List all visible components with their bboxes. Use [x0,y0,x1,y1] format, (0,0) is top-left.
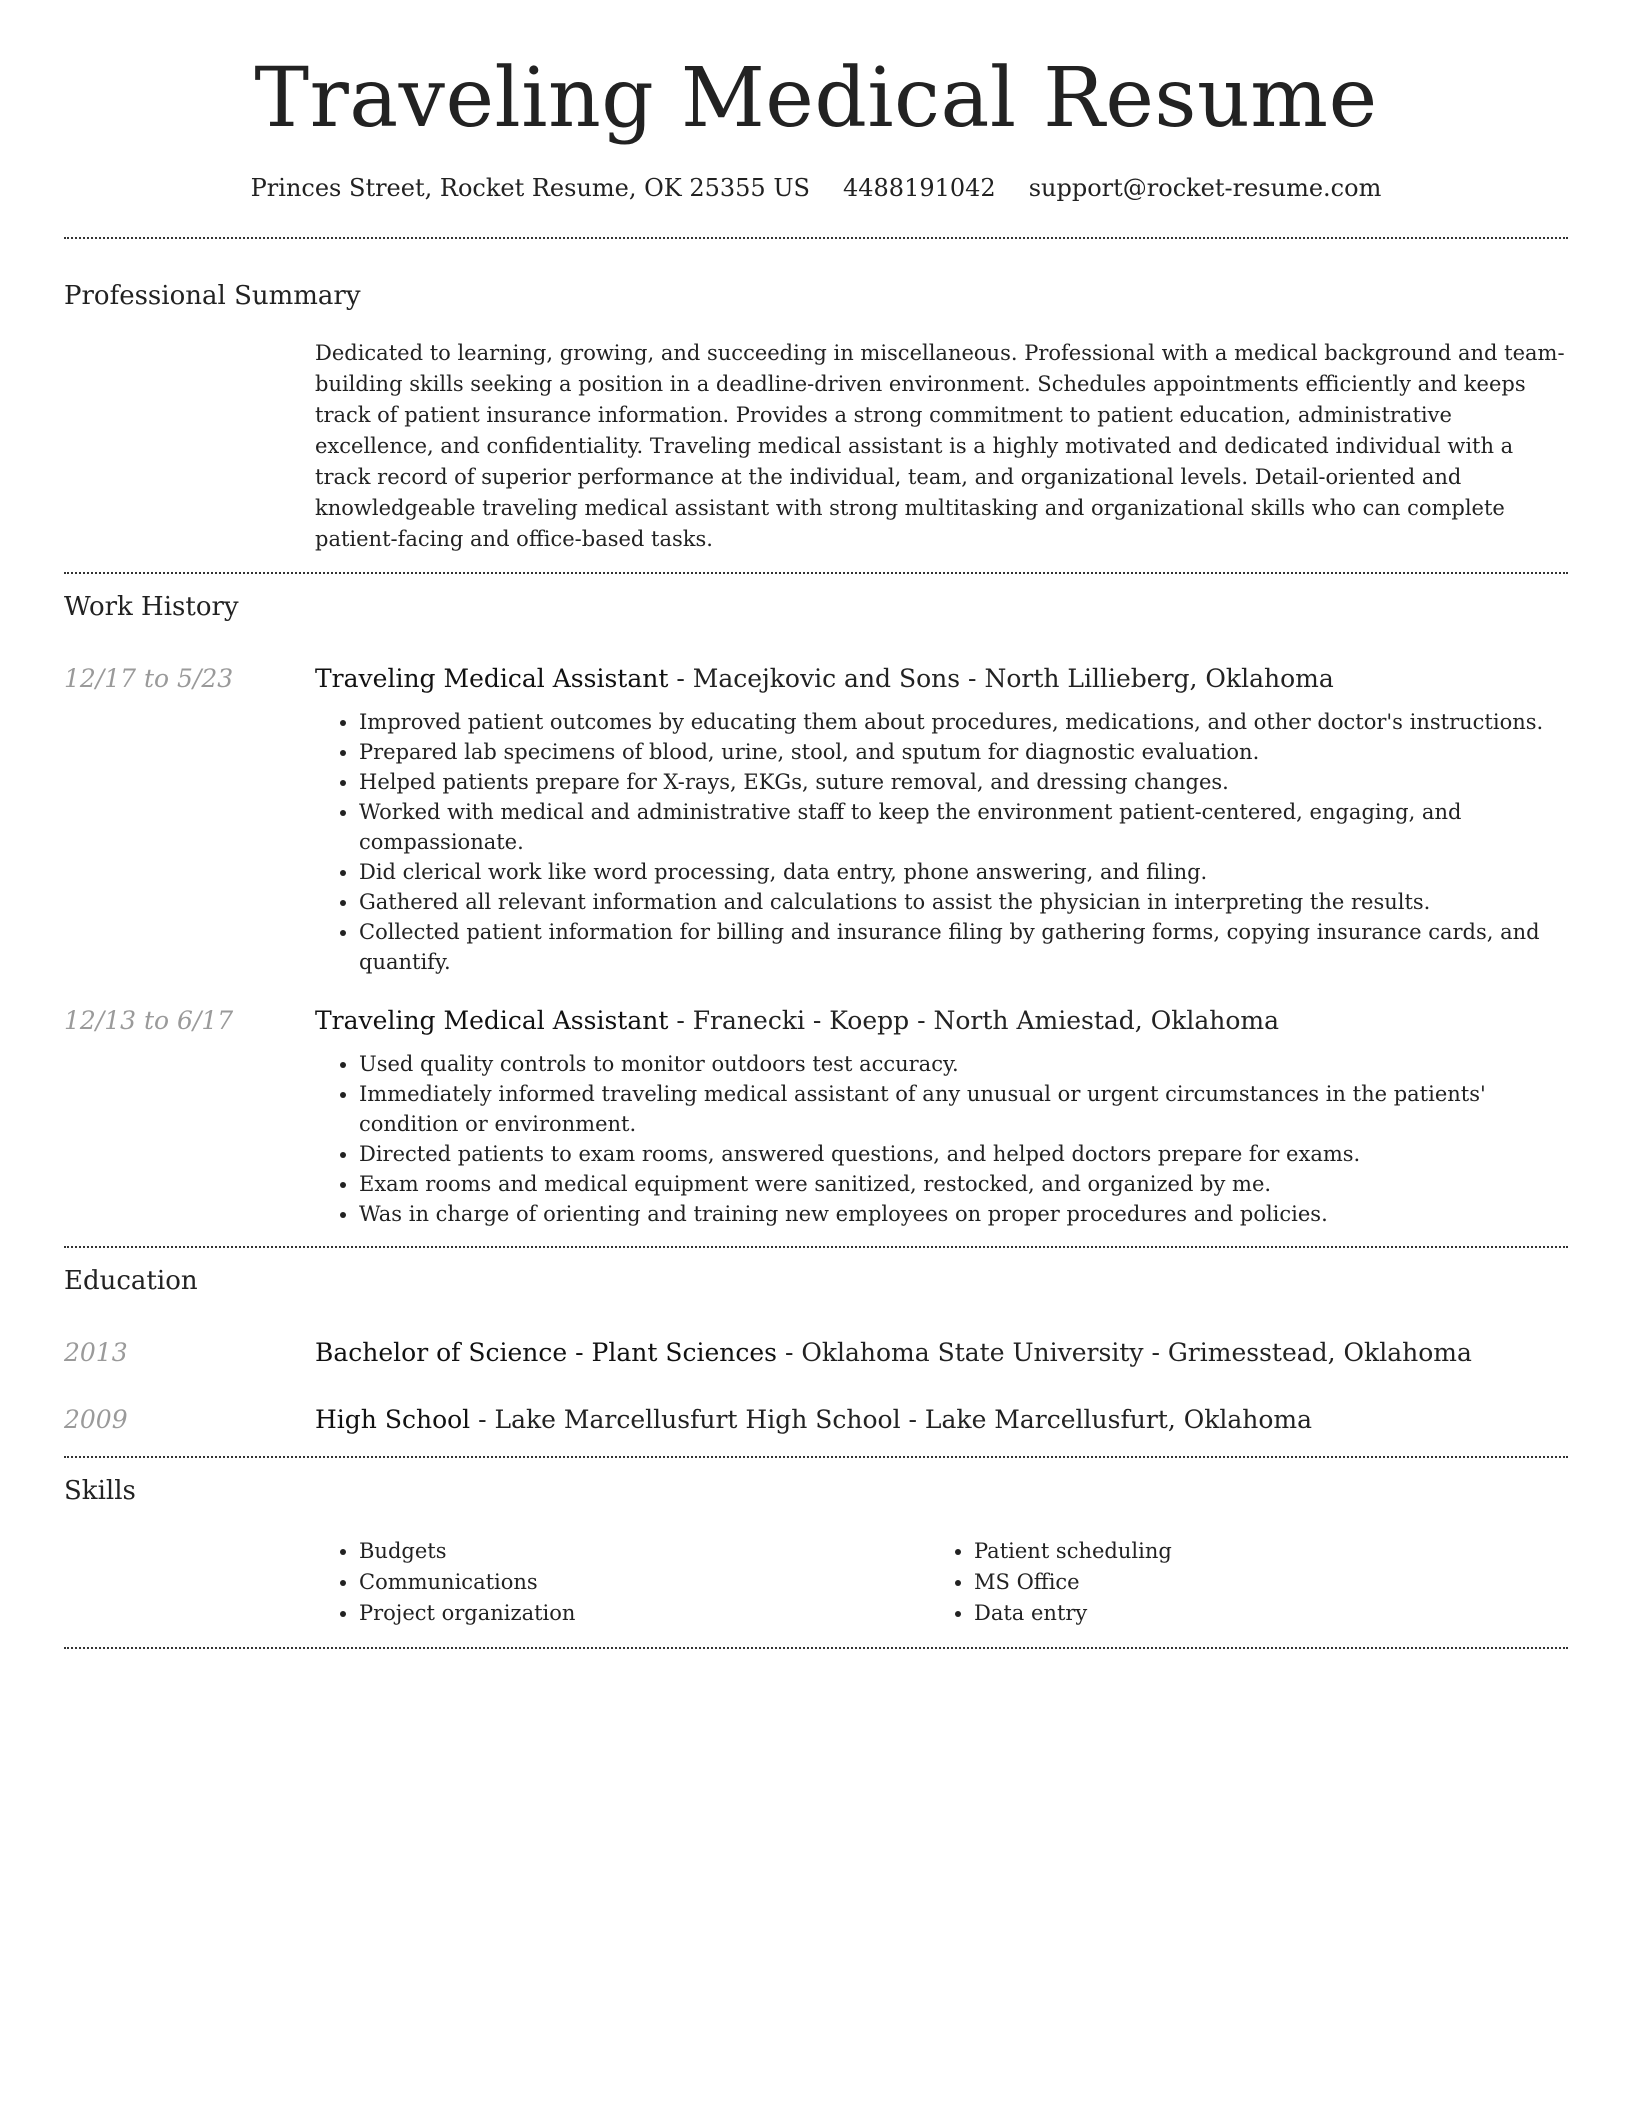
education-heading [315,1405,1312,1434]
skills-list [315,1536,1568,1629]
job-body [315,1006,1568,1229]
contact-line [64,174,1568,202]
education-year: 2009 [64,1405,128,1434]
skill-item: • Data entry [974,1598,1545,1629]
education-school-location: - Lake Marcellusfurt High School - Lake Marcellusfurt, Oklahoma [470,1405,1313,1434]
job-employer-location: - Macejkovic and Sons - North Lillieberg, Oklahoma [668,664,1334,693]
resume-page [64,0,1568,1649]
skills-column-left [315,1536,930,1629]
education-degree: Bachelor of Science - Plant Sciences [315,1338,777,1367]
section-title-skills: Skills [64,1476,136,1506]
education-year: 2013 [64,1338,128,1367]
resume-name: Traveling Medical Resume [254,51,1378,146]
contact-address: Princes Street, Rocket Resume, OK 25355 US [250,174,810,202]
list-item: • Was in charge of orienting and training new employees on proper procedures and policies. [359,1199,1568,1229]
job-bullets [315,1049,1568,1229]
list-item: • Did clerical work like word processing, data entry, phone answering, and filing. [359,857,1568,887]
education-degree: High School [315,1405,471,1434]
skill-item: • MS Office [974,1567,1545,1598]
list-item: • Immediately informed traveling medical assistant of any unusual or urgent circumstances in the patients' condition or environment. [359,1079,1568,1139]
job-body [315,664,1568,977]
list-item: • Gathered all relevant information and calculations to assist the physician in interpreting the results. [359,887,1568,917]
education-heading [315,1338,1472,1367]
skill-item: • Project organization [359,1598,930,1629]
divider [64,237,1568,239]
section-title-summary: Professional Summary [64,281,361,311]
list-item: • Collected patient information for billing and insurance filing by gathering forms, copying insurance cards, and quantify. [359,917,1568,977]
job-heading [315,1006,1568,1035]
skill-item: • Patient scheduling [974,1536,1545,1567]
list-item: • Prepared lab specimens of blood, urine, stool, and sputum for diagnostic evaluation. [359,737,1568,767]
list-item: • Used quality controls to monitor outdoors test accuracy. [359,1049,1568,1079]
contact-phone: 4488191042 [843,174,996,202]
list-item: • Improved patient outcomes by educating them about procedures, medications, and other doctor's instructions. [359,707,1568,737]
skills-column-right [930,1536,1545,1629]
job-dates: 12/17 to 5/23 [64,664,234,693]
divider [64,1246,1568,1248]
list-item: • Worked with medical and administrative staff to keep the environment patient-centered, engaging, and compassionate. [359,797,1568,857]
skill-item: • Communications [359,1567,930,1598]
section-title-education: Education [64,1266,198,1296]
list-item: • Directed patients to exam rooms, answered questions, and helped doctors prepare for exams. [359,1139,1568,1169]
job-dates: 12/13 to 6/17 [64,1006,234,1035]
job-entry [64,1006,1568,1229]
divider [64,1456,1568,1458]
job-heading [315,664,1568,693]
job-title: Traveling Medical Assistant [315,664,669,693]
education-entry [64,1405,1568,1434]
list-item: • Exam rooms and medical equipment were sanitized, restocked, and organized by me. [359,1169,1568,1199]
education-school-location: - Oklahoma State University - Grimesstead, Oklahoma [777,1338,1472,1367]
contact-email: support@rocket-resume.com [1028,174,1382,202]
divider [64,572,1568,574]
skill-item: • Budgets [359,1536,930,1567]
section-title-work-history: Work History [64,592,239,622]
job-title: Traveling Medical Assistant [315,1006,669,1035]
summary-text: Dedicated to learning, growing, and succeeding in miscellaneous. Professional with a medical background and team-building skills seeking a position in a deadline-driven environment. Schedules appointments efficiently and keeps track of patient insurance information. Provides a strong commitment to patient education, administrative excellence, and confidentiality. Traveling medical assistant is a highly motivated and dedicated individual with a track record of superior performance at the individual, team, and organizational levels. Detail-oriented and knowledgeable traveling medical assistant with strong multitasking and organizational skills who can complete patient-facing and office-based tasks. [315,341,1565,551]
job-employer-location: - Franecki - Koepp - North Amiestad, Oklahoma [668,1006,1280,1035]
job-entry [64,664,1568,977]
list-item: • Helped patients prepare for X-rays, EKGs, suture removal, and dressing changes. [359,767,1568,797]
job-bullets [315,707,1568,977]
divider [64,1647,1568,1649]
education-entry [64,1338,1568,1367]
